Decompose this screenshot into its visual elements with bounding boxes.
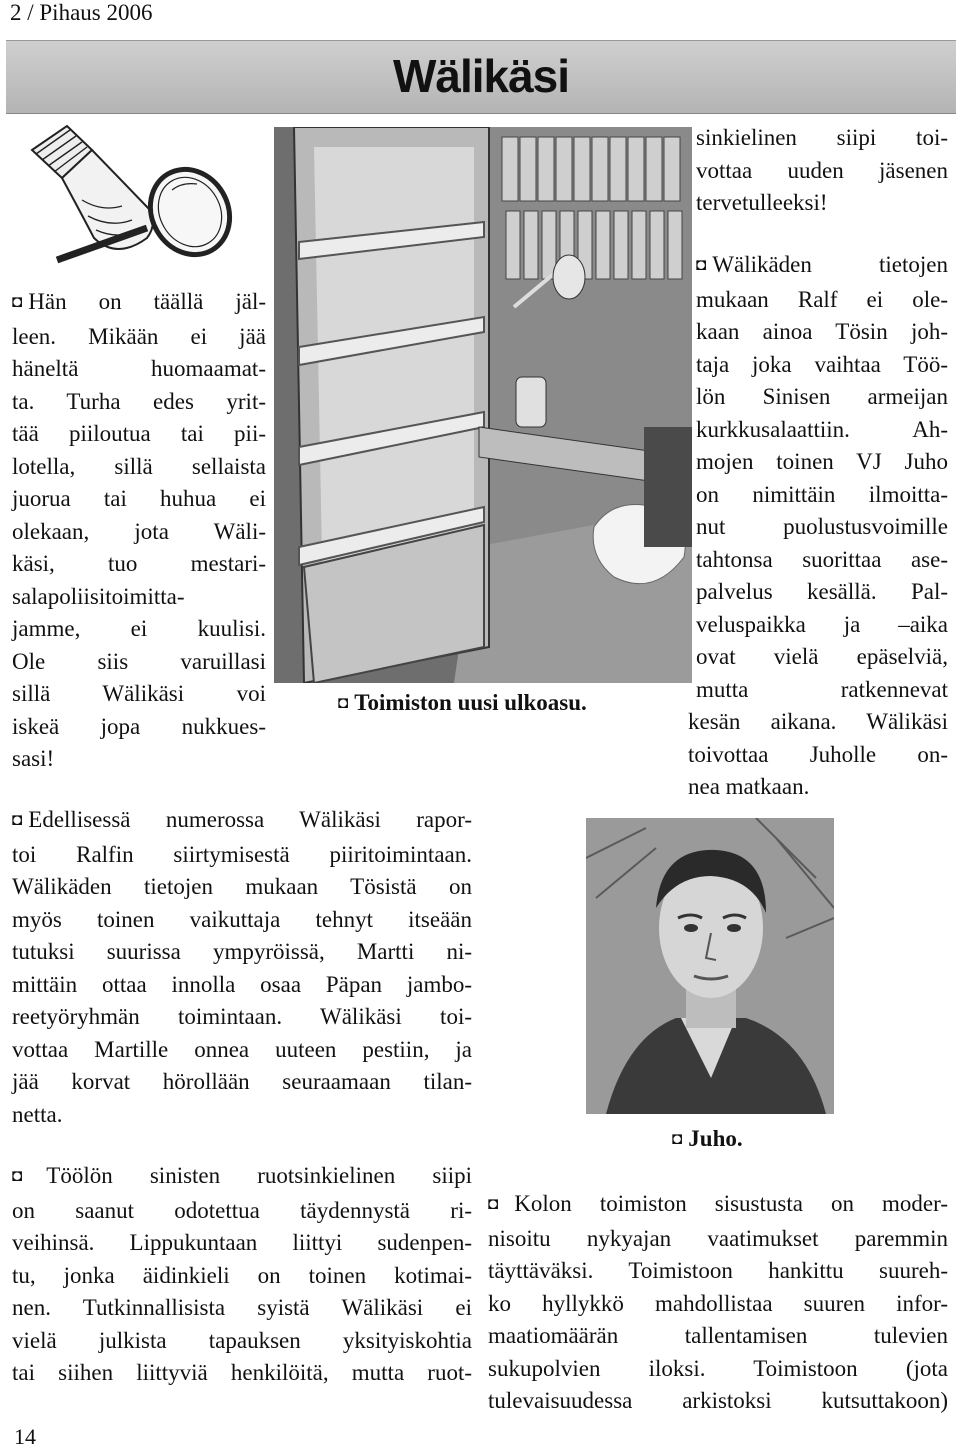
section-title: Wälikäsi bbox=[392, 50, 570, 102]
running-head: 2 / Pihaus 2006 bbox=[10, 0, 153, 25]
bullet-icon: ◘ bbox=[672, 1129, 683, 1148]
magnifier-illustration bbox=[22, 120, 237, 270]
bullet-icon: ◘ bbox=[488, 1194, 499, 1213]
article-martti: ◘ Edellisessä numerossa Wälikäsi rapor- toi Ralfin siirtymisestä piiritoimintaan. Wälikäden tietojen mukaan Tösistä on myös toinen vaikuttaja tehnyt itseään tutuksi suurissa ympyröissä, Martti ni- mittäin ottaa innolla osaa Päpan jambo- reetyöryhmän toimintaan. Wälikäsi toi- vottaa Martille onnea uuteen pestiin, ja jää korvat hörollään seuraamaan tilan- netta. bbox=[12, 807, 472, 1127]
office-photo-caption: ◘ Toimiston uusi ulkoasu. bbox=[338, 690, 587, 715]
bullet-icon: ◘ bbox=[12, 292, 23, 311]
bullet-icon: ◘ bbox=[338, 693, 349, 712]
section-banner bbox=[6, 40, 956, 114]
article-juho: ◘ Wälikäden tietojen mukaan Ralf ei ole- kaan ainoa Tösin joh- taja joka vaihtaa Töö- lön Sinisen armeijan kurkkusalaattiin. Ah- mojen toinen VJ Juho on nimittäin ilmoitta- nut puolustusvoimille tahtonsa suorittaa ase- palvelus kesällä. Pal- veluspaikka ja –aika ovat vielä epäselviä, mutta ratkennevat kesän aikana. Wälikäsi toivottaa Juholle on- nea matkaan. bbox=[688, 252, 948, 799]
article-continuation: sinkielinen siipi toi- vottaa uuden jäsenen tervetulleeksi! bbox=[696, 125, 948, 215]
page-number: 14 bbox=[14, 1424, 36, 1449]
bullet-icon: ◘ bbox=[12, 1166, 23, 1185]
bullet-icon: ◘ bbox=[696, 255, 707, 274]
article-swedish-wing: ◘ Töölön sinisten ruotsinkielinen siipi on saanut odotettua täydennystä ri- veihinsä. Lippukuntaan liittyi sudenpen- tu, jonka äidinkieli on toinen kotimai- nen. Tutkinnallisista syistä Wälikäsi ei vielä julkista tapauksen yksityiskohtia tai siihen liittyviä henkilöitä, mutta ruot- bbox=[12, 1163, 472, 1385]
juho-caption: ◘ Juho. bbox=[672, 1126, 743, 1151]
juho-portrait bbox=[586, 818, 834, 1114]
article-intro: ◘ Hän on täällä jäl- leen. Mikään ei jää häneltä huomaamat- ta. Turha edes yrit- tää piiloutua tai pii- lotella, sillä sellaista juorua tai huhua ei olekaan, jota Wäli- käsi, tuo mestari- salapoliisitoimitta- jamme, ei kuulisi. Ole siis varuillasi sillä Wälikäsi voi iskeä jopa nukkues- sasi! bbox=[12, 289, 266, 771]
bullet-icon: ◘ bbox=[12, 810, 23, 829]
office-photo bbox=[274, 127, 692, 683]
article-office: ◘ Kolon toimiston sisustusta on moder- nisoitu nykyajan vaatimukset paremmin täyttäväksi. Toimistoon hankittu suureh- ko hyllykkö mahdollistaa suuren infor- maatiomäärän tallentamisen tulevien sukupolvien iloksi. Toimistoon (jota tulevaisuudessa arkistoksi kutsuttakoon) bbox=[488, 1191, 948, 1413]
